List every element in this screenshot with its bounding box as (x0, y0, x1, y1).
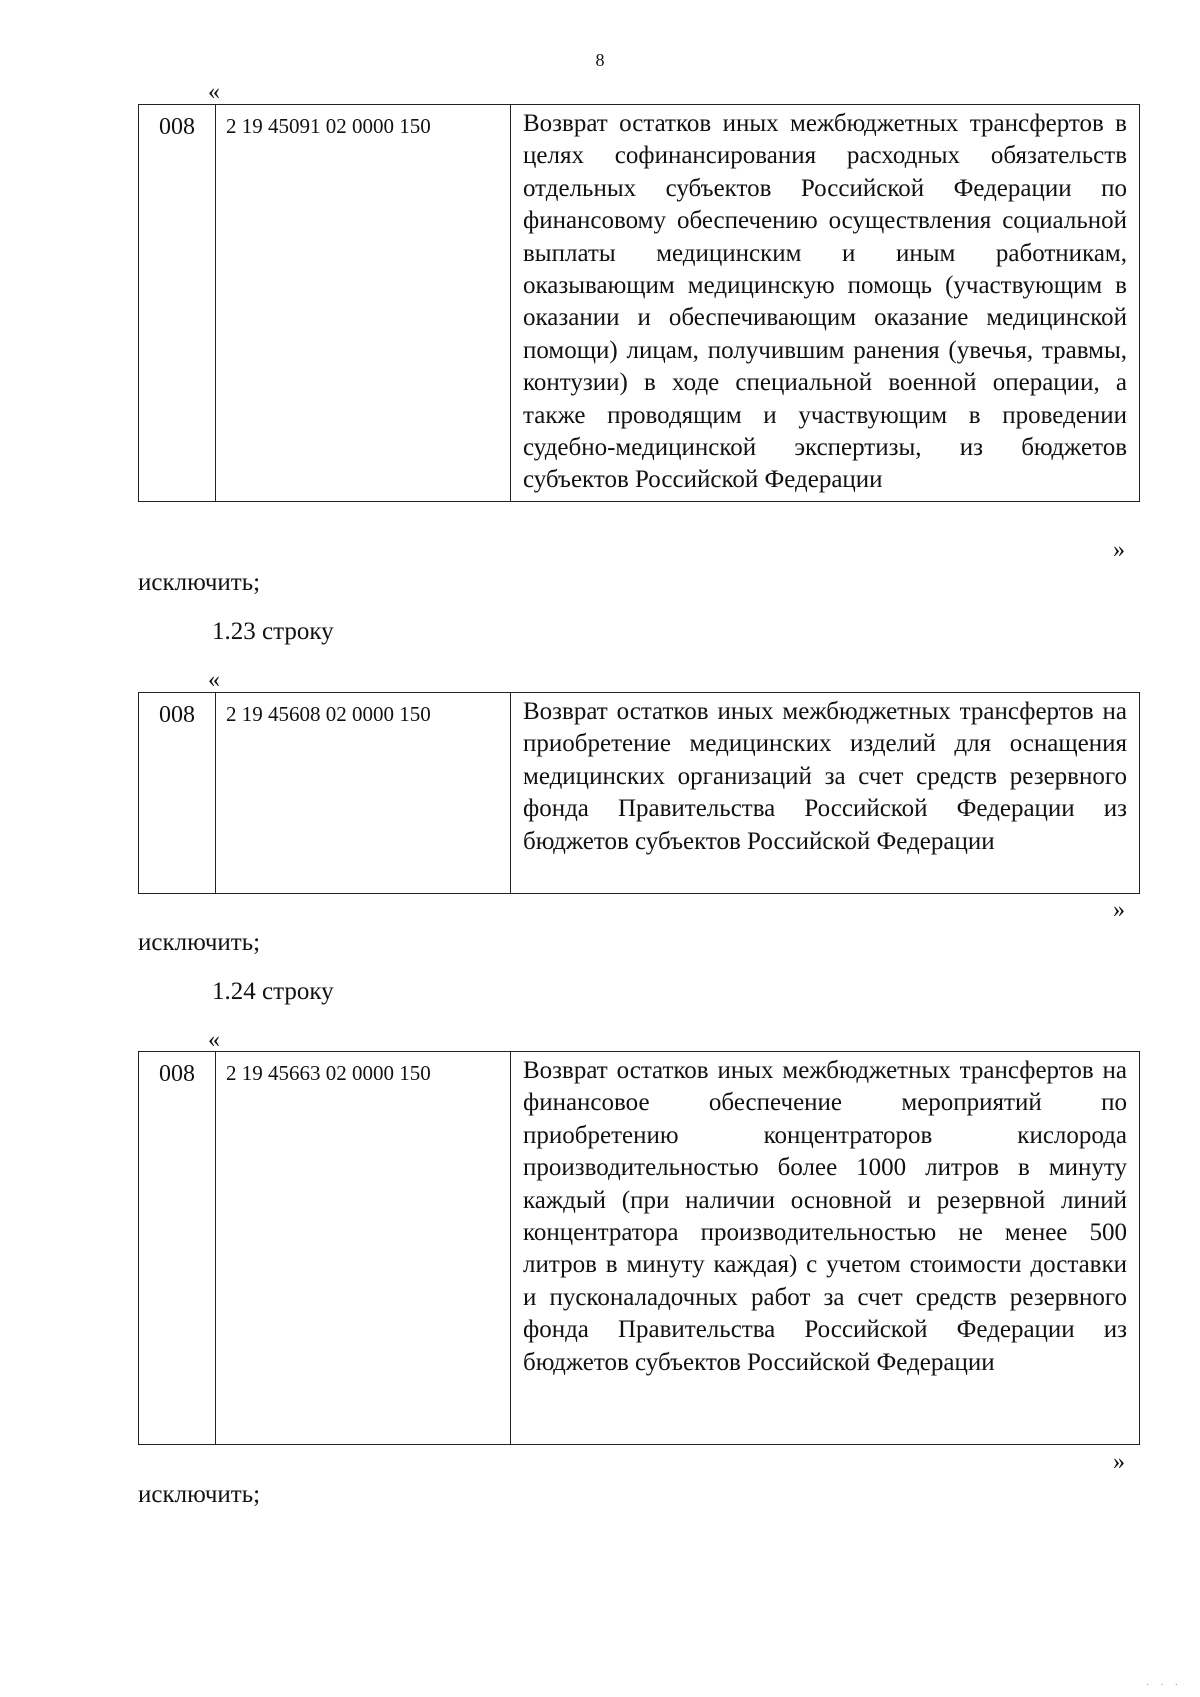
table-row (139, 105, 1140, 502)
action-text: исключить; (138, 569, 261, 596)
admin-code-cell: 008 (139, 693, 216, 894)
description-cell: Возврат остатков иных межбюджетных трансфертов на приобретение медицинских изделий для оснащения медицинских организаций за счет средств резервного фонда Правительства Российской Федерации из бюджетов субъектов Российской Федерации (511, 693, 1140, 894)
description-cell: Возврат остатков иных межбюджетных трансфертов в целях софинансирования расходных обязательств отдельных субъектов Российской Федерации по финансовому обеспечению осуществления социальной выплаты медицинским и иным работникам, оказывающим медицинскую помощь (участвующим в оказании и обеспечивающим оказание медицинской помощи) лицам, получившим ранения (увечья, травмы, контузии) в ходе специальной военной операции, а также проводящим и участвующим в проведении судебно-медицинской экспертизы, из бюджетов субъектов Российской Федерации (511, 105, 1140, 502)
quote-open: « (208, 1027, 220, 1053)
admin-code-cell: 008 (139, 1052, 216, 1445)
budget-table (138, 104, 1140, 502)
kbk-code-cell: 2 19 45663 02 0000 150 (216, 1052, 511, 1445)
quote-close: » (1113, 1449, 1125, 1475)
budget-table (138, 692, 1140, 894)
action-text: исключить; (138, 1481, 261, 1508)
page-number: 8 (595, 50, 605, 70)
kbk-code-cell: 2 19 45091 02 0000 150 (216, 105, 511, 502)
quote-open: « (208, 79, 220, 105)
table-row (139, 1052, 1140, 1445)
table-row (139, 693, 1140, 894)
kbk-code-cell: 2 19 45608 02 0000 150 (216, 693, 511, 894)
item-heading: 1.24 строку (212, 978, 334, 1005)
quote-open: « (208, 667, 220, 693)
quote-close: » (1113, 897, 1125, 923)
quote-close: » (1113, 537, 1125, 563)
scan-artifact-marks: · · · (1146, 1680, 1182, 1691)
admin-code-cell: 008 (139, 105, 216, 502)
description-cell: Возврат остатков иных межбюджетных трансфертов на финансовое обеспечение мероприятий по приобретению концентраторов кислорода производительностью более 1000 литров в минуту каждый (при наличии основной и резервной линий концентратора производительностью не менее 500 литров в минуту каждая) с учетом стоимости доставки и пусконаладочных работ за счет средств резервного фонда Правительства Российской Федерации из бюджетов субъектов Российской Федерации (511, 1052, 1140, 1445)
item-heading: 1.23 строку (212, 618, 334, 645)
action-text: исключить; (138, 929, 261, 956)
budget-table (138, 1051, 1140, 1445)
